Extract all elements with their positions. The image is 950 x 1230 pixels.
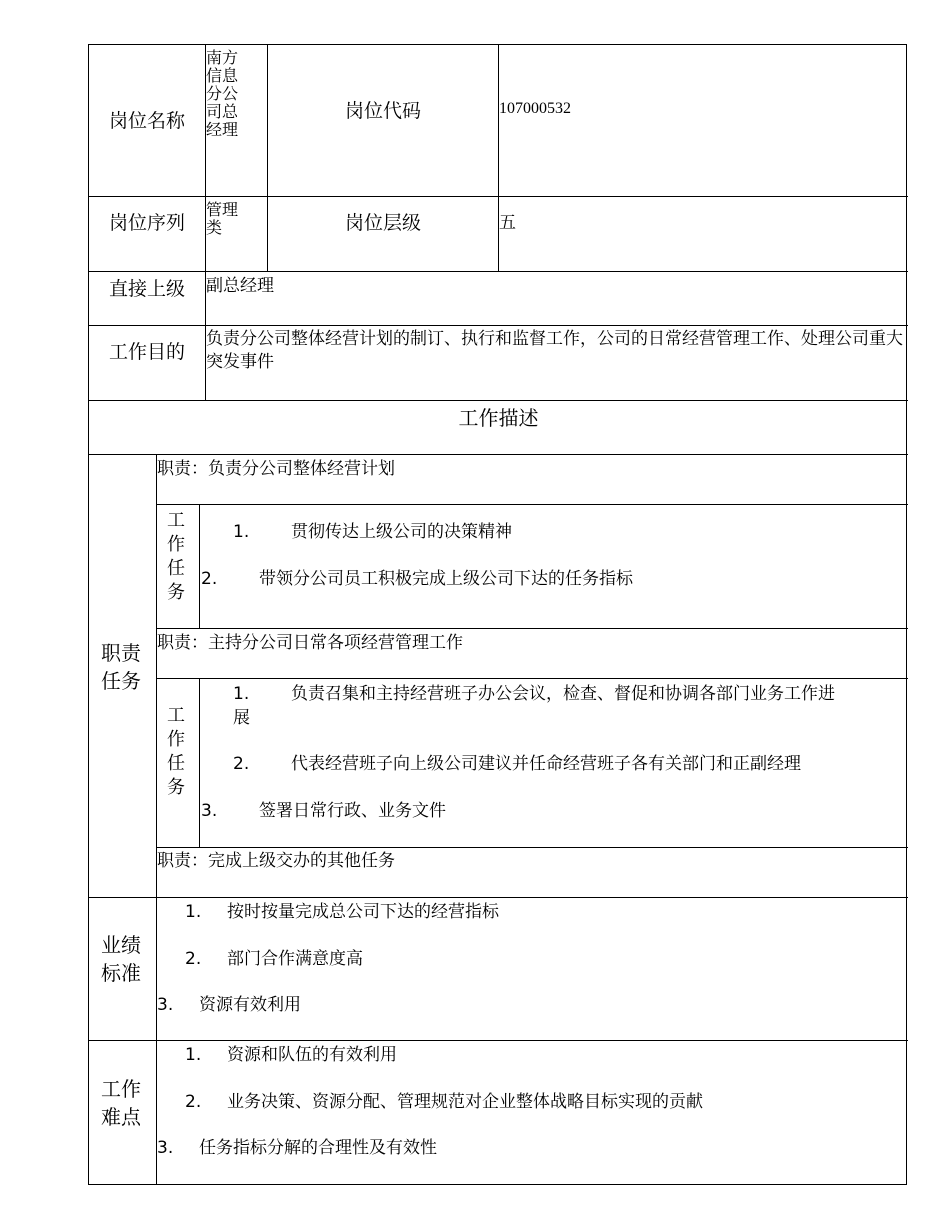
task-label: 工作任务 — [167, 510, 185, 603]
task-text: 代表经营班子向上级公司建议并任命经营班子各有关部门和正副经理 — [291, 754, 801, 774]
row-divider — [89, 454, 908, 455]
purpose-label: 工作目的 — [108, 341, 185, 363]
row-divider — [89, 325, 908, 326]
purpose-value: 负责分公司整体经营计划的制订、执行和监督工作，公司的日常经营管理工作、处理公司重大突发事件 — [206, 329, 903, 372]
performance-number: 1. — [185, 902, 202, 922]
sequence-label: 岗位序列 — [108, 212, 185, 234]
level-label: 岗位层级 — [344, 212, 421, 234]
task-number: 1. — [233, 522, 250, 542]
position-name-label: 岗位名称 — [108, 109, 185, 132]
row-divider — [156, 847, 908, 848]
position-code-label: 岗位代码 — [344, 99, 421, 122]
col-divider — [498, 45, 499, 271]
performance-label: 业绩标准 — [101, 933, 141, 985]
difficulty-label: 工作难点 — [101, 1077, 141, 1129]
difficulty-text: 任务指标分解的合理性及有效性 — [199, 1138, 437, 1158]
difficulty-number: 3. — [157, 1138, 174, 1158]
level-value: 五 — [499, 213, 516, 233]
difficulty-text: 业务决策、资源分配、管理规范对企业整体战略目标实现的贡献 — [227, 1092, 703, 1112]
col-divider — [199, 504, 200, 628]
task-text: 签署日常行政、业务文件 — [259, 801, 446, 821]
row-divider — [89, 1040, 908, 1041]
task-number: 3. — [201, 801, 218, 821]
task-number: 2. — [201, 569, 218, 589]
performance-number: 3. — [157, 995, 174, 1015]
task-number: 2. — [233, 754, 250, 774]
col-divider — [156, 454, 157, 1184]
task-text-continued: 展 — [233, 708, 250, 728]
superior-value: 副总经理 — [206, 276, 274, 296]
row-divider — [89, 897, 908, 898]
superior-label: 直接上级 — [108, 278, 185, 300]
performance-text: 资源有效利用 — [199, 995, 301, 1015]
difficulty-number: 1. — [185, 1045, 202, 1065]
description-title: 工作描述 — [458, 406, 539, 430]
task-number: 1. — [233, 684, 250, 704]
task-text: 负责召集和主持经营班子办公会议，检查、督促和协调各部门业务工作进 — [291, 684, 835, 704]
task-text: 带领分公司员工积极完成上级公司下达的任务指标 — [259, 569, 633, 589]
performance-number: 2. — [185, 949, 202, 969]
row-divider — [156, 678, 908, 679]
duty-title: 职责：完成上级交办的其他任务 — [157, 851, 395, 871]
performance-text: 部门合作满意度高 — [227, 949, 363, 969]
row-divider — [89, 271, 908, 272]
duties-label: 职责任务 — [101, 641, 141, 693]
job-description-table — [88, 44, 907, 1185]
difficulty-number: 2. — [185, 1092, 202, 1112]
row-divider — [156, 504, 908, 505]
position-name-value: 南方信息分公司总经理 — [206, 48, 239, 139]
col-divider — [199, 678, 200, 847]
duty-title: 职责：负责分公司整体经营计划 — [157, 459, 395, 479]
task-text: 贯彻传达上级公司的决策精神 — [291, 522, 512, 542]
performance-text: 按时按量完成总公司下达的经营指标 — [227, 902, 499, 922]
duty-title: 职责：主持分公司日常各项经营管理工作 — [157, 633, 463, 653]
task-label: 工作任务 — [167, 705, 185, 798]
row-divider — [156, 628, 908, 629]
difficulty-text: 资源和队伍的有效利用 — [227, 1045, 397, 1065]
position-code-value: 107000532 — [499, 100, 571, 117]
sequence-value: 管理类 — [206, 200, 239, 237]
